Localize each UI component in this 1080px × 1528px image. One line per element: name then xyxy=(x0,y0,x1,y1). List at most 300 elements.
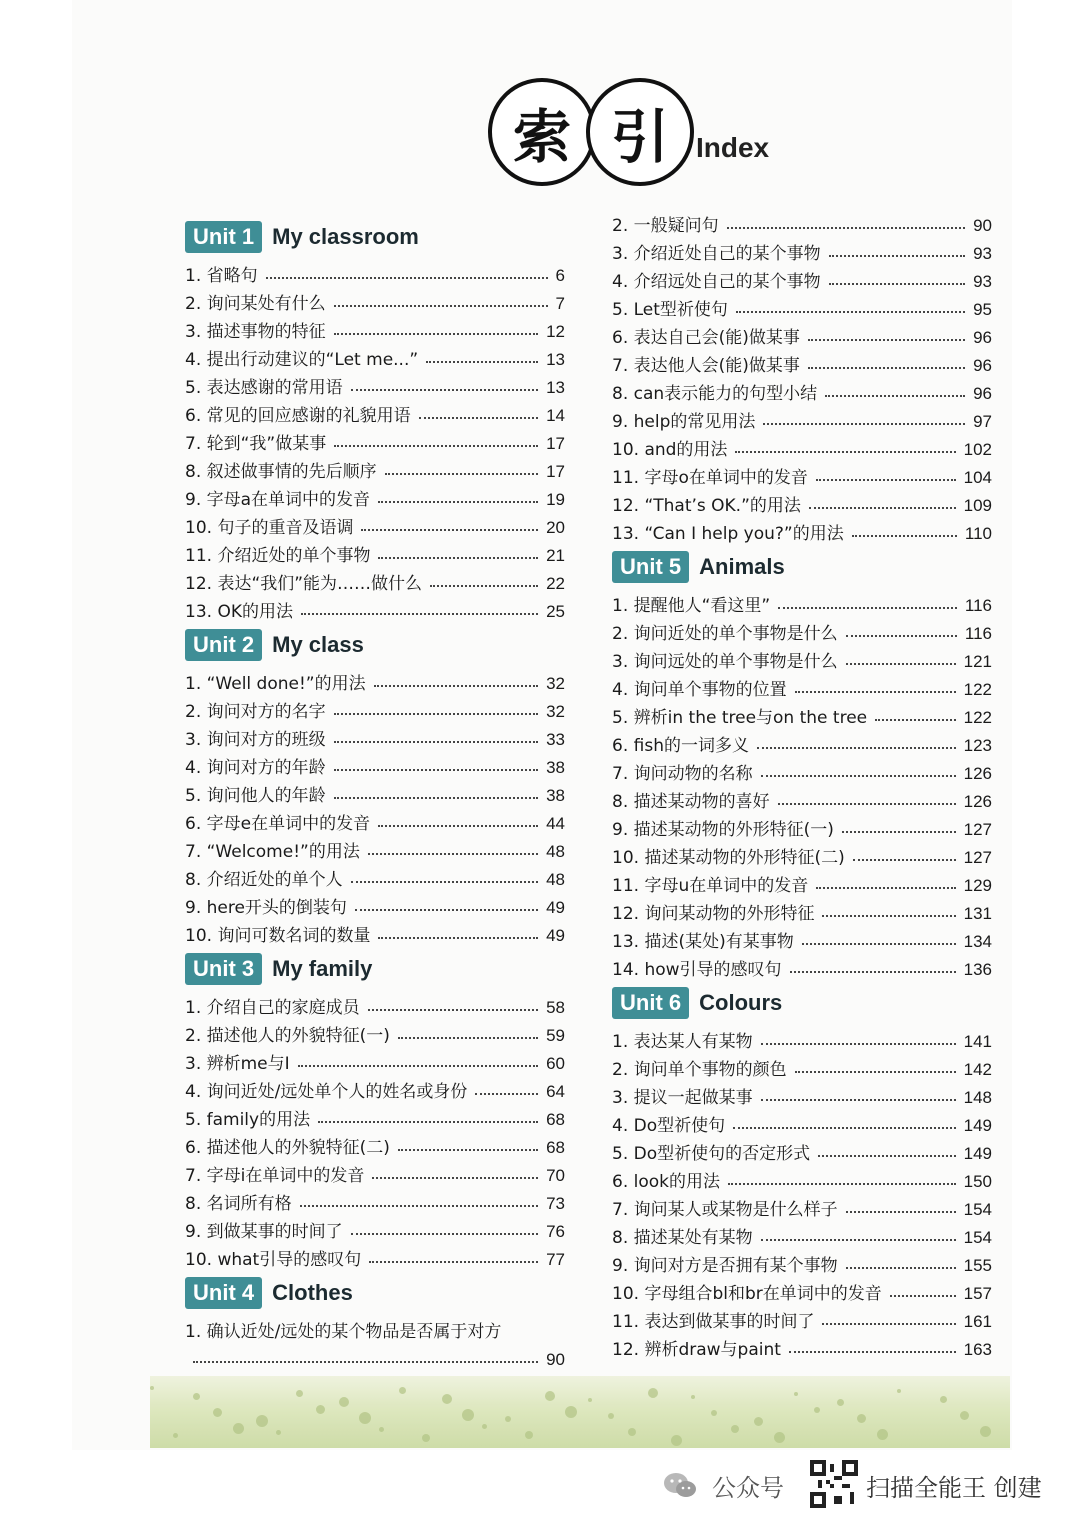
page-number: 38 xyxy=(546,786,565,805)
dot-leader xyxy=(822,915,955,917)
page-number: 32 xyxy=(546,674,565,693)
page-number: 73 xyxy=(546,1194,565,1213)
entry-title: 9. 字母a在单词中的发音 xyxy=(185,490,371,510)
grass-dot xyxy=(256,1415,268,1427)
entry-title: 4. 介绍远处自己的某个事物 xyxy=(612,272,821,292)
dot-leader xyxy=(816,887,955,889)
index-entry[interactable] xyxy=(185,862,565,890)
unit-title: My classroom xyxy=(272,224,419,249)
grass-dot xyxy=(442,1394,452,1404)
page-number: 134 xyxy=(963,932,992,951)
entry-title: 4. 询问近处/远处单个人的姓名或身份 xyxy=(185,1082,468,1102)
index-entry[interactable] xyxy=(185,566,565,594)
index-entry[interactable] xyxy=(185,510,565,538)
page-number: 70 xyxy=(546,1166,565,1185)
index-entry[interactable] xyxy=(612,516,992,544)
index-entry[interactable] xyxy=(185,666,565,694)
page-number: 96 xyxy=(973,356,992,375)
page-number: 17 xyxy=(546,434,565,453)
entry-title: 5. Do型祈使句的否定形式 xyxy=(612,1144,811,1164)
entry-title: 14. how引导的感叹句 xyxy=(612,960,782,980)
grass-dot xyxy=(794,1392,798,1396)
page-number: 127 xyxy=(963,848,992,867)
index-entry[interactable] xyxy=(612,672,992,700)
dot-leader xyxy=(727,227,965,229)
page-number: 32 xyxy=(546,702,565,721)
grass-dot xyxy=(980,1426,991,1437)
index-entry[interactable] xyxy=(185,918,565,946)
page-number: 60 xyxy=(546,1054,565,1073)
index-entry[interactable] xyxy=(612,840,992,868)
entry-title: 11. 介绍近处的单个事物 xyxy=(185,546,371,566)
entry-title: 5. family的用法 xyxy=(185,1110,311,1130)
entry-title: 12. 表达“我们”能为……做什么 xyxy=(185,574,423,594)
entry-title: 2. 询问某处有什么 xyxy=(185,294,326,314)
entry-title: 9. 到做某事的时间了 xyxy=(185,1222,343,1242)
page-number: 123 xyxy=(963,736,992,755)
unit-heading xyxy=(612,986,992,1020)
grass-dot xyxy=(940,1396,947,1403)
entry-title: 8. 名词所有格 xyxy=(185,1194,292,1214)
page-number: 154 xyxy=(963,1228,992,1247)
page-number: 20 xyxy=(546,518,565,537)
dot-leader xyxy=(369,1261,538,1263)
grass-dot xyxy=(857,1414,866,1423)
entry-title: 11. 字母o在单词中的发音 xyxy=(612,468,808,488)
unit-heading xyxy=(185,220,565,254)
index-entry[interactable] xyxy=(185,398,565,426)
page-number: 142 xyxy=(963,1060,992,1079)
dot-leader xyxy=(822,1323,955,1325)
entry-title: 2. 询问近处的单个事物是什么 xyxy=(612,624,838,644)
page-number: 12 xyxy=(546,322,565,341)
index-entry[interactable] xyxy=(185,594,565,622)
dot-leader xyxy=(378,501,538,503)
entry-title: 8. 描述某动物的喜好 xyxy=(612,792,770,812)
page-number: 161 xyxy=(963,1312,992,1331)
entry-title: 1. “Well done!”的用法 xyxy=(185,674,366,694)
page-number: 155 xyxy=(963,1256,992,1275)
dot-leader xyxy=(825,395,965,397)
index-entry[interactable] xyxy=(185,890,565,918)
page-number: 149 xyxy=(963,1116,992,1135)
index-entry[interactable] xyxy=(185,342,565,370)
index-entry[interactable] xyxy=(612,460,992,488)
watermark-creator: 扫描全能王 创建 xyxy=(866,1474,1042,1502)
dot-leader xyxy=(852,535,957,537)
entry-title: 8. can表示能力的句型小结 xyxy=(612,384,818,404)
grass-dot xyxy=(588,1398,592,1402)
grass-dot xyxy=(505,1416,511,1422)
dot-leader xyxy=(808,367,965,369)
index-entry[interactable] xyxy=(185,1214,565,1242)
grass-dot xyxy=(960,1411,969,1420)
index-entry[interactable] xyxy=(612,264,992,292)
page-number: 7 xyxy=(555,294,565,313)
index-entry[interactable] xyxy=(185,258,565,286)
index-entry[interactable] xyxy=(185,286,565,314)
dot-leader xyxy=(789,1351,956,1353)
unit-title: My family xyxy=(272,956,373,981)
dot-leader xyxy=(728,1183,956,1185)
index-entry[interactable] xyxy=(612,1164,992,1192)
index-entry[interactable] xyxy=(185,834,565,862)
page-number: 13 xyxy=(546,378,565,397)
dot-leader xyxy=(829,283,965,285)
index-entry[interactable] xyxy=(612,1220,992,1248)
dot-leader xyxy=(351,1233,538,1235)
qr-code-icon xyxy=(810,1460,858,1508)
grass-dot xyxy=(525,1431,533,1439)
index-entry[interactable] xyxy=(185,1046,565,1074)
index-entry[interactable] xyxy=(185,694,565,722)
entry-title: 7. 询问动物的名称 xyxy=(612,764,753,784)
index-entry[interactable] xyxy=(185,722,565,750)
index-entry[interactable] xyxy=(612,488,992,516)
index-entry[interactable] xyxy=(612,868,992,896)
entry-title: 1. 介绍自己的家庭成员 xyxy=(185,998,360,1018)
entry-title: 11. 表达到做某事的时间了 xyxy=(612,1312,815,1332)
dot-leader xyxy=(846,1211,956,1213)
index-entry[interactable] xyxy=(612,1024,992,1052)
title-char-2: 引 xyxy=(586,78,694,186)
entry-title: 9. here开头的倒装句 xyxy=(185,898,347,918)
index-entry[interactable] xyxy=(612,1304,992,1332)
grass-dot xyxy=(316,1405,325,1414)
page-number: 154 xyxy=(963,1200,992,1219)
dot-leader xyxy=(372,1177,538,1179)
dot-leader xyxy=(846,1267,956,1269)
page-number: 6 xyxy=(555,266,565,285)
dot-leader xyxy=(809,507,956,509)
index-entry[interactable] xyxy=(612,1192,992,1220)
grass-dot xyxy=(422,1434,430,1442)
unit-badge: Unit 6 xyxy=(612,987,689,1019)
index-entry[interactable] xyxy=(612,320,992,348)
entry-title: 9. help的常见用法 xyxy=(612,412,756,432)
dot-leader xyxy=(778,803,956,805)
grass-dot xyxy=(628,1428,636,1436)
entry-title: 6. fish的一词多义 xyxy=(612,736,749,756)
dot-leader xyxy=(334,333,538,335)
index-entry[interactable] xyxy=(612,1052,992,1080)
page-number: 25 xyxy=(546,602,565,621)
page-number: 95 xyxy=(973,300,992,319)
dot-leader xyxy=(378,557,538,559)
dot-leader xyxy=(795,1071,956,1073)
index-entry[interactable] xyxy=(185,750,565,778)
unit-title: Animals xyxy=(699,554,785,579)
entry-title: 12. 辨析draw与paint xyxy=(612,1340,781,1360)
page-number: 17 xyxy=(546,462,565,481)
unit-title: My class xyxy=(272,632,364,657)
entry-title: 10. 句子的重音及语调 xyxy=(185,518,354,538)
index-entry[interactable] xyxy=(185,1314,565,1342)
dot-leader xyxy=(298,1065,538,1067)
page-number: 96 xyxy=(973,384,992,403)
page-number: 122 xyxy=(963,680,992,699)
dot-leader xyxy=(757,747,956,749)
index-entry[interactable] xyxy=(185,1018,565,1046)
index-entry[interactable] xyxy=(612,924,992,952)
index-entry[interactable] xyxy=(185,806,565,834)
index-entry[interactable] xyxy=(185,1130,565,1158)
grass-dot xyxy=(339,1397,349,1407)
page-number: 116 xyxy=(964,596,992,615)
dot-leader xyxy=(378,937,538,939)
dot-leader xyxy=(378,825,538,827)
index-entry[interactable] xyxy=(612,208,992,236)
unit-badge: Unit 1 xyxy=(185,221,262,253)
dot-leader xyxy=(351,389,538,391)
dot-leader xyxy=(818,1155,956,1157)
entry-title: 7. “Welcome!”的用法 xyxy=(185,842,360,862)
entry-title: 6. 字母e在单词中的发音 xyxy=(185,814,371,834)
page-number: 48 xyxy=(546,842,565,861)
entry-title: 8. 介绍近处的单个人 xyxy=(185,870,343,890)
page-number: 157 xyxy=(963,1284,992,1303)
index-entry[interactable] xyxy=(612,376,992,404)
index-entry[interactable] xyxy=(185,1186,565,1214)
page-number: 93 xyxy=(973,272,992,291)
dot-leader xyxy=(761,1099,956,1101)
dot-leader xyxy=(846,663,956,665)
dot-leader xyxy=(808,339,965,341)
index-entry[interactable] xyxy=(612,952,992,980)
entry-title: 12. “That’s OK.”的用法 xyxy=(612,496,801,516)
entry-title: 10. 询问可数名词的数量 xyxy=(185,926,371,946)
entry-title: 1. 确认近处/远处的某个物品是否属于对方 xyxy=(185,1322,502,1342)
entry-title: 4. Do型祈使句 xyxy=(612,1116,726,1136)
page-number: 59 xyxy=(546,1026,565,1045)
index-entry[interactable] xyxy=(612,404,992,432)
dot-leader xyxy=(802,943,956,945)
entry-title: 8. 叙述做事情的先后顺序 xyxy=(185,462,377,482)
index-entry[interactable] xyxy=(185,454,565,482)
grass-dot xyxy=(608,1413,614,1419)
index-column-right xyxy=(612,208,992,1366)
index-entry[interactable] xyxy=(185,482,565,510)
entry-title: 5. 表达感谢的常用语 xyxy=(185,378,343,398)
dot-leader xyxy=(853,859,956,861)
index-entry[interactable] xyxy=(185,538,565,566)
wechat-icon xyxy=(662,1470,698,1500)
entry-title: 13. OK的用法 xyxy=(185,602,293,622)
index-entry[interactable] xyxy=(612,236,992,264)
page-number: 102 xyxy=(963,440,992,459)
entry-title: 10. 字母组合bl和br在单词中的发音 xyxy=(612,1284,882,1304)
grass-dot xyxy=(193,1393,200,1400)
index-entry[interactable] xyxy=(612,812,992,840)
entry-title: 1. 省略句 xyxy=(185,266,258,286)
page-number: 109 xyxy=(963,496,992,515)
grass-dot xyxy=(754,1417,763,1426)
grass-dot xyxy=(691,1395,695,1399)
entry-title: 13. “Can I help you?”的用法 xyxy=(612,524,844,544)
index-entry[interactable] xyxy=(612,728,992,756)
index-entry[interactable] xyxy=(185,778,565,806)
entry-title: 7. 轮到“我”做某事 xyxy=(185,434,327,454)
index-entry[interactable] xyxy=(612,292,992,320)
index-entry[interactable] xyxy=(612,348,992,376)
unit-gap xyxy=(612,1360,992,1366)
page-number: 126 xyxy=(963,764,992,783)
unit-badge: Unit 5 xyxy=(612,551,689,583)
index-entry[interactable] xyxy=(612,1332,992,1360)
dot-leader xyxy=(736,311,965,313)
index-entry[interactable] xyxy=(185,426,565,454)
entry-title: 11. 字母u在单词中的发音 xyxy=(612,876,809,896)
dot-leader xyxy=(875,719,956,721)
dot-leader xyxy=(385,473,538,475)
dot-leader xyxy=(334,741,538,743)
page-number: 96 xyxy=(973,328,992,347)
unit-badge: Unit 4 xyxy=(185,1277,262,1309)
entry-title: 3. 询问对方的班级 xyxy=(185,730,326,750)
index-entry[interactable] xyxy=(612,1080,992,1108)
dot-leader xyxy=(355,909,538,911)
dot-leader xyxy=(778,607,957,609)
grass-dot xyxy=(565,1406,577,1418)
dot-leader xyxy=(846,635,957,637)
grass-dot xyxy=(150,1386,154,1390)
index-entry[interactable] xyxy=(185,1342,565,1370)
index-entry[interactable] xyxy=(185,370,565,398)
entry-title: 1. 表达某人有某物 xyxy=(612,1032,753,1052)
page-number: 121 xyxy=(963,652,992,671)
entry-title: 7. 字母i在单词中的发音 xyxy=(185,1166,365,1186)
dot-leader xyxy=(398,1037,538,1039)
entry-title: 2. 询问对方的名字 xyxy=(185,702,326,722)
grass-dot xyxy=(711,1410,717,1416)
dot-leader xyxy=(763,423,965,425)
page-number: 122 xyxy=(963,708,992,727)
entry-title: 6. 常见的回应感谢的礼貌用语 xyxy=(185,406,411,426)
dot-leader xyxy=(842,831,956,833)
title-english: Index xyxy=(696,132,770,163)
entry-title: 5. Let型祈使句 xyxy=(612,300,728,320)
page-number: 22 xyxy=(546,574,565,593)
grass-dot xyxy=(482,1424,487,1429)
page-number: 44 xyxy=(546,814,565,833)
page-number: 131 xyxy=(963,904,992,923)
dot-leader xyxy=(475,1093,538,1095)
index-entry[interactable] xyxy=(612,700,992,728)
dot-leader xyxy=(368,853,538,855)
page-number: 148 xyxy=(963,1088,992,1107)
page-number: 21 xyxy=(546,546,565,565)
grass-dot xyxy=(359,1412,371,1424)
index-entry[interactable] xyxy=(185,314,565,342)
page-number: 150 xyxy=(963,1172,992,1191)
index-entry[interactable] xyxy=(612,1108,992,1136)
entry-title: 8. 描述某处有某物 xyxy=(612,1228,753,1248)
dot-leader xyxy=(761,1239,956,1241)
page-number: 58 xyxy=(546,998,565,1017)
index-entry[interactable] xyxy=(612,588,992,616)
grass-dot xyxy=(462,1409,474,1421)
page-number: 68 xyxy=(546,1110,565,1129)
dot-leader xyxy=(334,797,538,799)
page-number: 68 xyxy=(546,1138,565,1157)
dot-leader xyxy=(795,691,956,693)
unit-badge: Unit 3 xyxy=(185,953,262,985)
entry-title: 3. 介绍近处自己的某个事物 xyxy=(612,244,821,264)
page-number: 129 xyxy=(963,876,992,895)
entry-title: 9. 描述某动物的外形特征(一) xyxy=(612,820,834,840)
page-number: 77 xyxy=(546,1250,565,1269)
page-number: 126 xyxy=(963,792,992,811)
page-number: 49 xyxy=(546,926,565,945)
page-number: 33 xyxy=(546,730,565,749)
index-entry[interactable] xyxy=(612,1248,992,1276)
page-number: 90 xyxy=(973,216,992,235)
index-entry[interactable] xyxy=(612,784,992,812)
index-entry[interactable] xyxy=(612,616,992,644)
entry-title: 7. 表达他人会(能)做某事 xyxy=(612,356,800,376)
page-number: 38 xyxy=(546,758,565,777)
entry-title: 4. 询问对方的年龄 xyxy=(185,758,326,778)
index-entry[interactable] xyxy=(612,432,992,460)
entry-title: 10. 描述某动物的外形特征(二) xyxy=(612,848,845,868)
grass-illustration xyxy=(150,1376,1010,1448)
grass-dot xyxy=(276,1430,281,1435)
page-number: 49 xyxy=(546,898,565,917)
dot-leader xyxy=(334,305,548,307)
dot-leader xyxy=(318,1121,538,1123)
unit-badge: Unit 2 xyxy=(185,629,262,661)
dot-leader xyxy=(426,361,538,363)
index-entry[interactable] xyxy=(185,1074,565,1102)
grass-dot xyxy=(837,1399,844,1406)
dot-leader xyxy=(361,529,538,531)
entry-title: 10. what引导的感叹句 xyxy=(185,1250,362,1270)
index-entry[interactable] xyxy=(185,1242,565,1270)
dot-leader xyxy=(374,685,538,687)
unit-title: Clothes xyxy=(272,1280,353,1305)
index-entry[interactable] xyxy=(185,1158,565,1186)
grass-dot xyxy=(545,1391,555,1401)
dot-leader xyxy=(334,445,538,447)
grass-dot xyxy=(671,1435,682,1446)
page-number: 19 xyxy=(546,490,565,509)
index-entry[interactable] xyxy=(612,1276,992,1304)
index-entry[interactable] xyxy=(612,644,992,672)
entry-title: 3. 描述事物的特征 xyxy=(185,322,326,342)
unit-heading xyxy=(185,952,565,986)
dot-leader xyxy=(790,971,956,973)
index-entry[interactable] xyxy=(612,756,992,784)
page-number: 13 xyxy=(546,350,565,369)
page-number: 48 xyxy=(546,870,565,889)
entry-title: 7. 询问某人或某物是什么样子 xyxy=(612,1200,838,1220)
dot-leader xyxy=(761,775,956,777)
page-number: 14 xyxy=(546,406,565,425)
dot-leader xyxy=(398,1149,538,1151)
index-entry[interactable] xyxy=(612,1136,992,1164)
entry-title: 5. 辨析in the tree与on the tree xyxy=(612,708,868,728)
entry-title: 2. 一般疑问句 xyxy=(612,216,719,236)
entry-title: 10. and的用法 xyxy=(612,440,728,460)
index-entry[interactable] xyxy=(185,1102,565,1130)
unit-heading xyxy=(185,1276,565,1310)
dot-leader xyxy=(761,1043,956,1045)
index-entry[interactable] xyxy=(185,990,565,1018)
page-number: 141 xyxy=(963,1032,992,1051)
grass-dot xyxy=(173,1433,178,1438)
index-entry[interactable] xyxy=(612,896,992,924)
entry-title: 6. 描述他人的外貌特征(二) xyxy=(185,1138,390,1158)
